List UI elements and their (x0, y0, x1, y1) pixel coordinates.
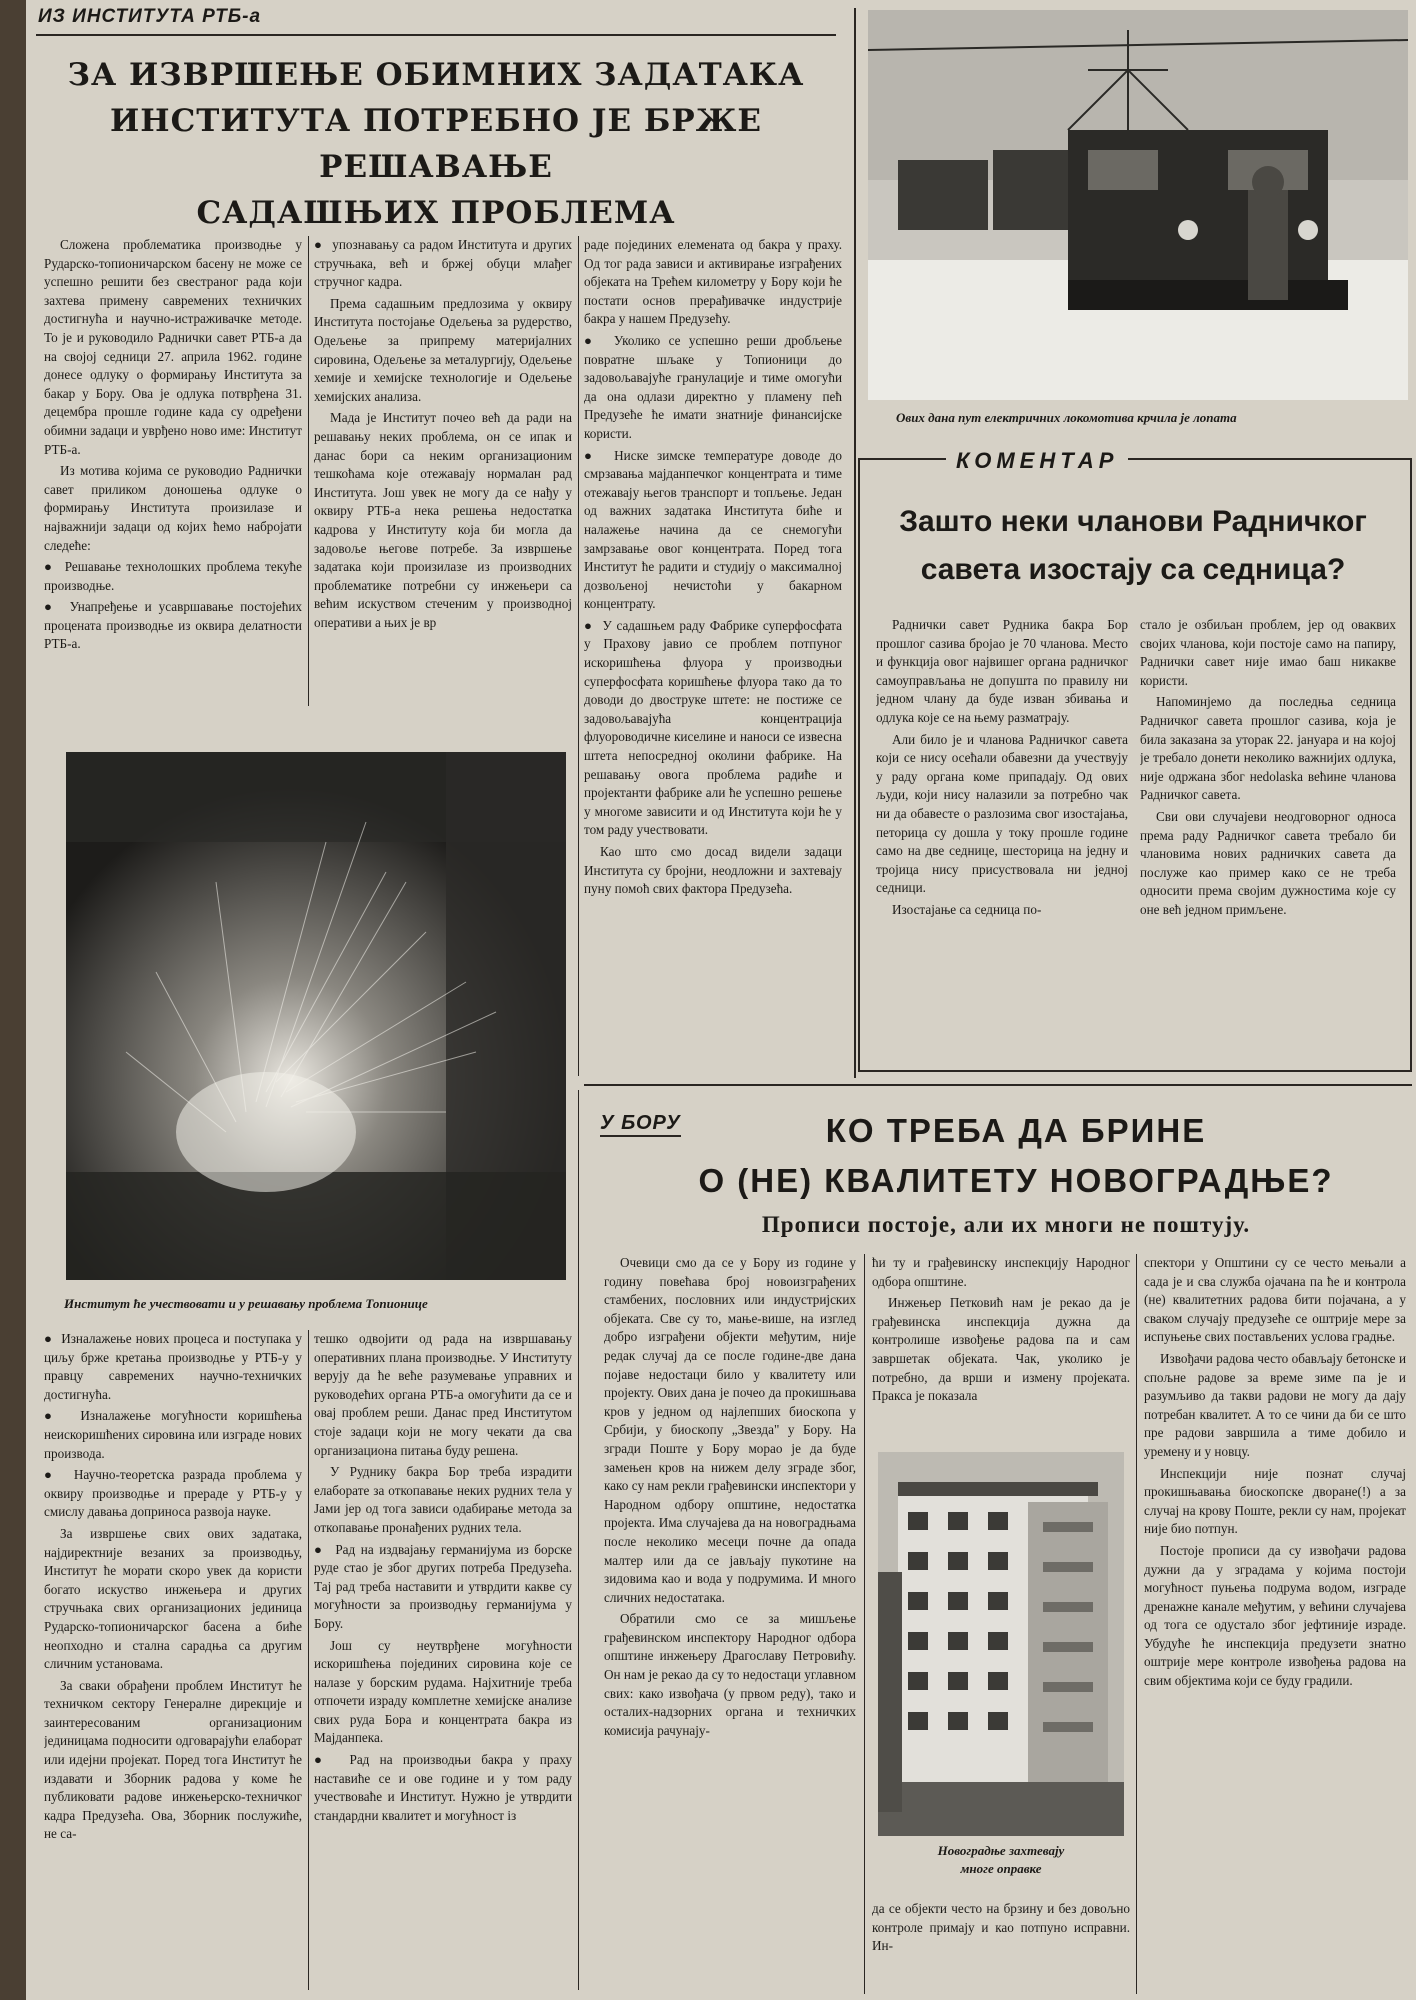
paragraph: стало је озбиљан проблем, јер од оваквих својих чланова, који постоје само на папиру, Раднички савет није имао баш никакве користи. (1140, 617, 1396, 688)
paragraph: Из мотива којима се руководио Раднички савет приликом доношења одлуке о формирању Института произилазе и најважнији задаци од којих ћемо набројати следеће: (44, 463, 302, 553)
column-rule (578, 1090, 579, 1990)
article1-column-3 (584, 236, 842, 1076)
komentar-label: КОМЕНТАР (946, 448, 1128, 474)
bullet-paragraph: ● Научно-теоретска разрада проблема у оквиру производње и прераде у РТБ-у у смислу давања доприноса развоја науке. (44, 1466, 302, 1522)
paragraph: Инжењер Петковић нам је рекао да је грађевинска инспекција дужна да контролише извођење радова па и сам завршетак објеката. Чак, уколико је потребно, да врши и измену пројеката. Пракса је показала (872, 1295, 1130, 1404)
paragraph: Сложена проблематика производње у Рударско-топионичарском басену не може се успешно решити без свестраног рада који захтева примену савремених техничких достигнућа и научно-истраживачке методе. То је и руководило Раднички савет РТБ-а да на својој седници 27. априла 1962. године донесе одлуку о формирању Института за бакар у Бору. Ова је одлука потврђена 31. децембра прошле године када су одређени обимни задаци и уврђено ново име: Институт РТБ-а. (44, 237, 302, 457)
article2-subhead: Прописи постоје, али их многи не поштују. (761, 1212, 1251, 1237)
article1-headline (36, 52, 836, 236)
article1-column-4 (44, 1330, 302, 1998)
newspaper-page (26, 0, 1416, 2000)
article2-top-rule (584, 1084, 1412, 1086)
article2-headline (626, 1106, 1406, 1206)
paragraph: да се објекти често на брзину и без довољно контроле примају и као потпуно исправни. Ин- (872, 1901, 1130, 1954)
caption-line-2: многе оправке (960, 1861, 1042, 1876)
locomotive-photo (868, 10, 1408, 400)
column-rule (308, 236, 309, 706)
paragraph: Инспекцији није познат случај прокишњавања биоскопске дворане(!) а за случај на крову Поште, рекли су нам, пројекат није био потпун. (1144, 1465, 1406, 1537)
komentar-title-line-2: савета изостају са седница? (920, 553, 1346, 586)
apartment-building-image (878, 1452, 1124, 1836)
paragraph: Очевици смо да се у Бору из године у годину повећава број новоизграђених стамбених, пословних или индустријских објеката. Све су то, мање-више, на изглед добро изграђени објекти међутим, није редак случај да се после године-две дана појаве недостаци било у квалитету или пројекту. Ових дана је почео да прокишњава кров у једном од најлепших биоскопа у Србији, у биоскопу „Звезда" у Бору. На згради Поште у Бору морао је да буде замењен кров на нижем делу зграде због, како су нам рекли грађевински инспектори у Народном одбору општине, недостатка пројекта. Има случајева да на новоградњама после неколико месеци почне да опада малтер или да се јављају пукотине на зидовима као и вода у подрумима. И много сличних недостатака. (604, 1255, 856, 1605)
section-rule (36, 34, 836, 36)
column-rule (578, 236, 579, 1076)
headline-line-1: ЗА ИЗВРШЕЊЕ ОБИМНИХ ЗАДАТАКА (67, 57, 805, 93)
electric-locomotive-image (868, 10, 1408, 400)
article1-column-5 (314, 1330, 572, 1998)
komentar-column-2 (1140, 616, 1396, 1056)
article2-kicker: У БОРУ (600, 1112, 681, 1137)
smelter-photo-caption: Институт ће учествовати и у решавању проблема Топионице (64, 1296, 428, 1311)
article2-headline-line-1: КО ТРЕБА ДА БРИНЕ (825, 1112, 1207, 1149)
article1-column-2 (314, 236, 572, 720)
bullet-paragraph: ● Уколико се успешно реши дробљење повратне шљаке у Топионици до задовољавајуће гранулације и тиме омогући да она одлази директно у пламену пећ Предузеће ће имати знатније финансијске користи. (584, 332, 842, 444)
paragraph: Обратили смо се за мишљење грађевинском инспектору Народног одбора општине инжењеру Драгославу Петровићу. Он нам је рекао да су то недостаци углавном свих: како извођача (у првом реду), тако и осталих-надзорних органа и техничких комисија рачунају- (604, 1611, 856, 1738)
bullet-paragraph: ● Изналажење могућности коришћења неискоришћених сировина или изграде нових производа. (44, 1407, 302, 1463)
article2-column-2-bottom (872, 1900, 1130, 1996)
article2-headline-line-2: О (НЕ) КВАЛИТЕТУ НОВОГРАДЊЕ? (698, 1162, 1334, 1199)
paragraph: спектори у Општини су се често мењали а сада је и сва служба ојачана па ће и контрола (не) квалитетних радова бити појачана, а у сваком случају предузеће се оштрије мере за испуњење свих постављених услова градње. (1144, 1255, 1406, 1345)
bullet-paragraph: ● Решавање технолошких проблема текуће производње. (44, 558, 302, 595)
paragraph: Али било је и чланова Радничког савета који се нису осећали обавезни да учествују у раду органа коме припадају. Од ових људи, који нису налазили за потребно чак ни да обавесте о разлозима свог изостајања, петорица су дошла у току прошле године само на две седнице, шесторица на једну и тројица нису присуствовала ни једној седници. (876, 731, 1128, 896)
bullet-paragraph: ● Рад на издвајању германијума из борске руде стао је због других потреба Предузећа. Тај рад треба наставити и утврдити какве су могућности за производњу германијума у Бору. (314, 1541, 572, 1634)
paragraph: Мада је Институт почео већ да ради на решавању неких проблема, он се ипак и данас бори са неким организационим тешкоћама које отежавају нормалан рад Института. Још увек не могу да се нађу у оквиру РТБ-а нека решења недостатка кадрова у Институту која би могла да задовоље његове потребе. За извршење задатака који произилазе из производних проблематике потребни су инжењери са већим искуством стеченим у производној оперативи а њих је вр (314, 410, 572, 630)
paragraph: За сваки обрађени проблем Институт ће техничком сектору Генералне дирекције и заинтересованим организационим јединицама подносити одговарајући елаборат или идејни пројекат. Поред тога Институт ће издавати и Зборник радова у коме ће публиковати радове инжењерско-техничког кадра Предузећа. Ова, Зборник послужиће, не са- (44, 1677, 302, 1842)
article1-column-1 (44, 236, 302, 720)
paragraph: Постоје прописи да су извођачи радова дужни да у зградама у којима постоји могућност пуњења подрума водом, изграде дренажне канале међутим, у већини случајева од тога се одустало због јефтиније израде. Убудуће ће инспекција предузети знатно оштрије мере контроле извођења радова на свим објектима који се буду градили. (1144, 1542, 1406, 1689)
column-rule (864, 1254, 865, 1994)
paragraph: ћи ту и грађевинску инспекцију Народног одбора општине. (872, 1255, 1130, 1289)
section-label: ИЗ ИНСТИТУТА РТБ-а (38, 6, 262, 27)
article2-column-2-top (872, 1254, 1130, 1448)
paragraph: ● упознавању са радом Института и других стручњака, већ и бржеј обуци млађег стручног кадра. (314, 236, 572, 292)
building-photo-caption (878, 1842, 1124, 1878)
bullet-paragraph: ● Рад на производњи бакра у праху наставиће се и ове године и у том раду учествоваће и Институт. Нужно је утврдити стандардни квалитет и могућност iз (314, 1751, 572, 1825)
article2-column-1 (604, 1254, 856, 1996)
locomotive-photo-caption: Ових дана пут електричних локомотива крчила је лопата (896, 410, 1237, 425)
caption-line-1: Новоградње захтевају (937, 1843, 1065, 1858)
paragraph: Напоминјемо да последња седница Радничког савета прошлог сазива, која је била заказана за уторак 22. јануара и на којој је требало донети неколико важнијих одлука, није одржана због неdolaska већине чланова Радничког савета. (1140, 694, 1396, 803)
smelter-photo (66, 752, 566, 1280)
bullet-paragraph: ● Унапређење и усавршавање постојећих процената производње из оквира делатности РТБ-а. (44, 598, 302, 654)
paragraph: Као што смо досад видели задаци Института су бројни, неодложни и захтевају пуну помоћ свих фактора Предузећа. (584, 844, 842, 897)
paragraph: У Руднику бакра Бор треба израдити елаборате за откопавање неких рудних тела у Јами јер од тога зависи одабирање метода за откопавање пронађених рудних тела. (314, 1464, 572, 1535)
paragraph: Још су неутврђене могућности искоришћења појединих сировина које се налазе у борским рудама. Најхитније треба отпочети израду комплетне хемијске анализе свих руда Бора и концентрата бакра из Мајданпека. (314, 1637, 572, 1746)
paragraph: Извођачи радова често обављају бетонске и спољне радове за време зиме па је и разумљиво да такви радови не могу да дају потребан квалитет. А то се чини да би се што пре радови завршила а тиме добило и уремену и у новцу. (1144, 1350, 1406, 1459)
paragraph: Сви ови случајеви неодговорног односа према раду Радничког савета требало би члановима нових радничких савета да послуже као пример како се не треба односити према својим дужностима које су оне већ једном примљене. (1140, 808, 1396, 917)
headline-line-3: САДАШЊИХ ПРОБЛЕМА (196, 195, 676, 231)
column-divider (854, 8, 856, 1078)
article2-column-3 (1144, 1254, 1406, 1996)
bullet-paragraph: ● У садашњем раду Фабрике суперфосфата у Прахову јавио се проблем потпуног искоришћења флуора у производњи суперфосфата коришћење флуора тако да то доводи до двоструке штете: не постиже се задовољавајућа концентрација флуороводичне киселине и наноси се извесна штета непосредној околини фабрике. На решавању овога проблема радиће и пројектанти фабрике али ће успешно решење у многоме зависити и од Института који ће у том раду учествовати. (584, 617, 842, 840)
paragraph: За извршење свих ових задатака, најдиректније везаних за производњу, Институт ће морати скоро увек да користи богато искуство инжењера и других стручњака свих организационих јединица Рударско-топионичарског басена а биће неопходно и стална сарадња са другим сличним установама. (44, 1525, 302, 1672)
column-rule (1136, 1254, 1137, 1994)
komentar-title-line-1: Зашто неки чланови Радничког (899, 505, 1367, 538)
paragraph: Изостајање са седница по- (892, 901, 1042, 917)
paragraph: Раднички савет Рудника бакра Бор прошлог сазива бројао је 70 чланова. Место и функција овог највишег органа радничког самоуправљања не допушта по правилу ни једном члану да буде изван збивања и одлука које се на њему разматрају. (876, 617, 1128, 725)
paragraph: тешко одвојити од рада на извршавању оперативних плана производње. У Институту верују да ће веће разумевање управних и руководећих органа РТБ-а омогућити да се и овај проблем реши. Данас пред Институтом стоје задаци који не могу чекати да сва организациона питања буду решена. (314, 1331, 572, 1458)
building-photo (878, 1452, 1124, 1836)
bullet-paragraph: ● Изналажење нових процеса и поступака у циљу брже кретања производње у РТБ-у у правцу савремених научно-техничких достигнућа. (44, 1330, 302, 1404)
bullet-paragraph: ● Ниске зимске температуре доводе до смрзавања мајданпечког концентрата и тиме отежавају његов транспорт и топљење. Један од важних задатака Института биће и налажење начина да се снемогући замрзавање овог концентрата. Поред тога Институт ће радити и студију о максималној дозвољеној нечистоћи у бакарном концентрату. (584, 447, 842, 614)
paragraph: раде појединих елемената од бакра у праху. Од тог рада зависи и активирање изграђених објеката на Трећем километру у Бору који ће постати основ прерађивачке индустрије бакра у нашем Предузећу. (584, 237, 842, 327)
komentar-column-1 (876, 616, 1128, 1056)
komentar-title (868, 498, 1398, 594)
headline-line-2: ИНСТИТУТА ПОТРЕБНО ЈЕ БРЖЕ РЕШАВАЊЕ (110, 103, 762, 185)
paragraph: Према садашњим предлозима у оквиру Института постојање Одељења за рудерство, Одељење за припрему материјалних сировина, Одељење за металургију, Одељење хемије и хемијске технологије и Одељење хемијских анализа. (314, 295, 572, 404)
smelter-sparks-image (66, 752, 566, 1280)
column-rule (308, 1330, 309, 1990)
